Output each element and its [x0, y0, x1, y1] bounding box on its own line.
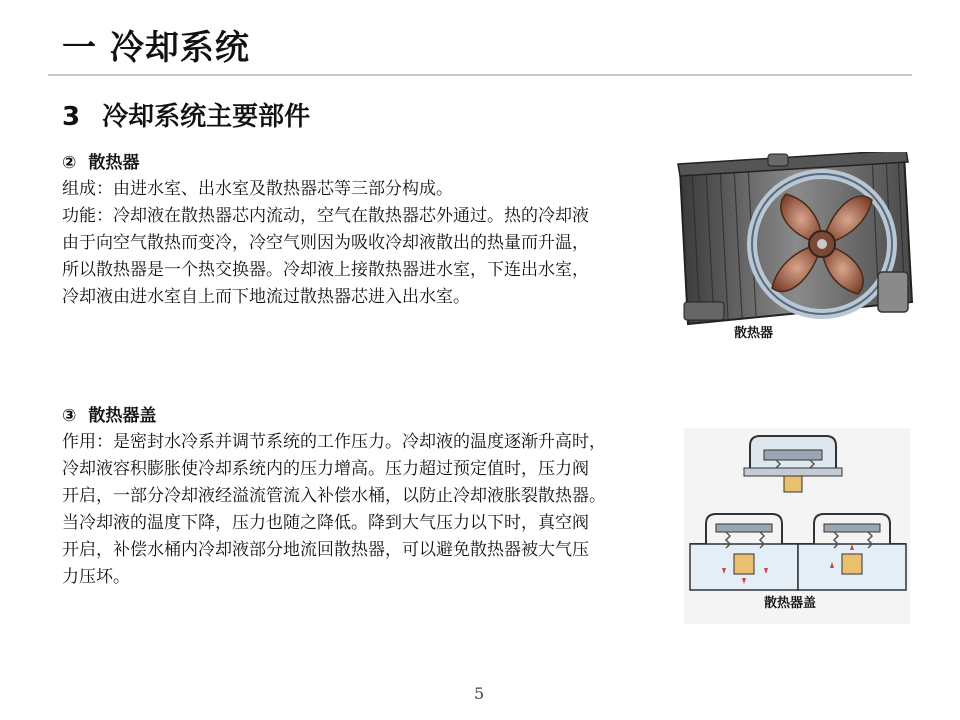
radiator-cap-line: 当冷却液的温度下降，压力也随之降低。降到大气压力以下时，真空阀	[62, 513, 589, 533]
slide-title: 一 冷却系统	[62, 28, 250, 68]
section-heading	[62, 96, 310, 133]
radiator-description	[62, 176, 589, 311]
radiator-cap-description	[62, 429, 606, 591]
title-divider	[48, 74, 912, 76]
radiator-illustration	[672, 152, 922, 342]
radiator-line: 所以散热器是一个热交换器。冷却液上接散热器进水室，下连出水室，	[62, 260, 589, 280]
radiator-caption: 散热器	[734, 326, 774, 341]
radiator-line: 由于向空气散热而变冷，冷空气则因为吸收冷却液散出的热量而升温，	[62, 233, 589, 253]
radiator-line: 冷却液由进水室自上而下地流过散热器芯进入出水室。	[62, 287, 470, 307]
radiator-cap-line: 冷却液容积膨胀使冷却系统内的压力增高。压力超过预定值时，压力阀	[62, 459, 589, 479]
section-number: 3	[62, 102, 81, 132]
cap-diagram-vacuum	[798, 514, 906, 590]
radiator-cap-line: 开启，补偿水桶内冷却液部分地流回散热器，可以避免散热器被大气压	[62, 540, 589, 560]
radiator-line: 组成：由进水室、出水室及散热器芯等三部分构成。	[62, 179, 453, 199]
radiator-marker: ②	[62, 153, 77, 173]
radiator-cap-line: 力压坏。	[62, 567, 130, 587]
radiator-cap-line: 作用：是密封水冷系并调节系统的工作压力。冷却液的温度逐渐升高时，	[62, 432, 606, 452]
section-title: 冷却系统主要部件	[102, 102, 311, 132]
page-number: 5	[474, 684, 485, 703]
radiator-cap-caption: 散热器盖	[764, 596, 817, 611]
radiator-cap-marker: ③	[62, 406, 77, 426]
radiator-heading-text: 散热器	[88, 153, 140, 173]
radiator-heading	[62, 148, 139, 173]
radiator-line: 功能：冷却液在散热器芯内流动，空气在散热器芯外通过。热的冷却液	[62, 206, 589, 226]
cap-diagram-pressure	[690, 514, 798, 590]
radiator-cap-heading-text: 散热器盖	[88, 406, 157, 426]
radiator-cap-heading	[62, 401, 156, 426]
radiator-cap-line: 开启，一部分冷却液经溢流管流入补偿水桶，以防止冷却液胀裂散热器。	[62, 486, 606, 506]
